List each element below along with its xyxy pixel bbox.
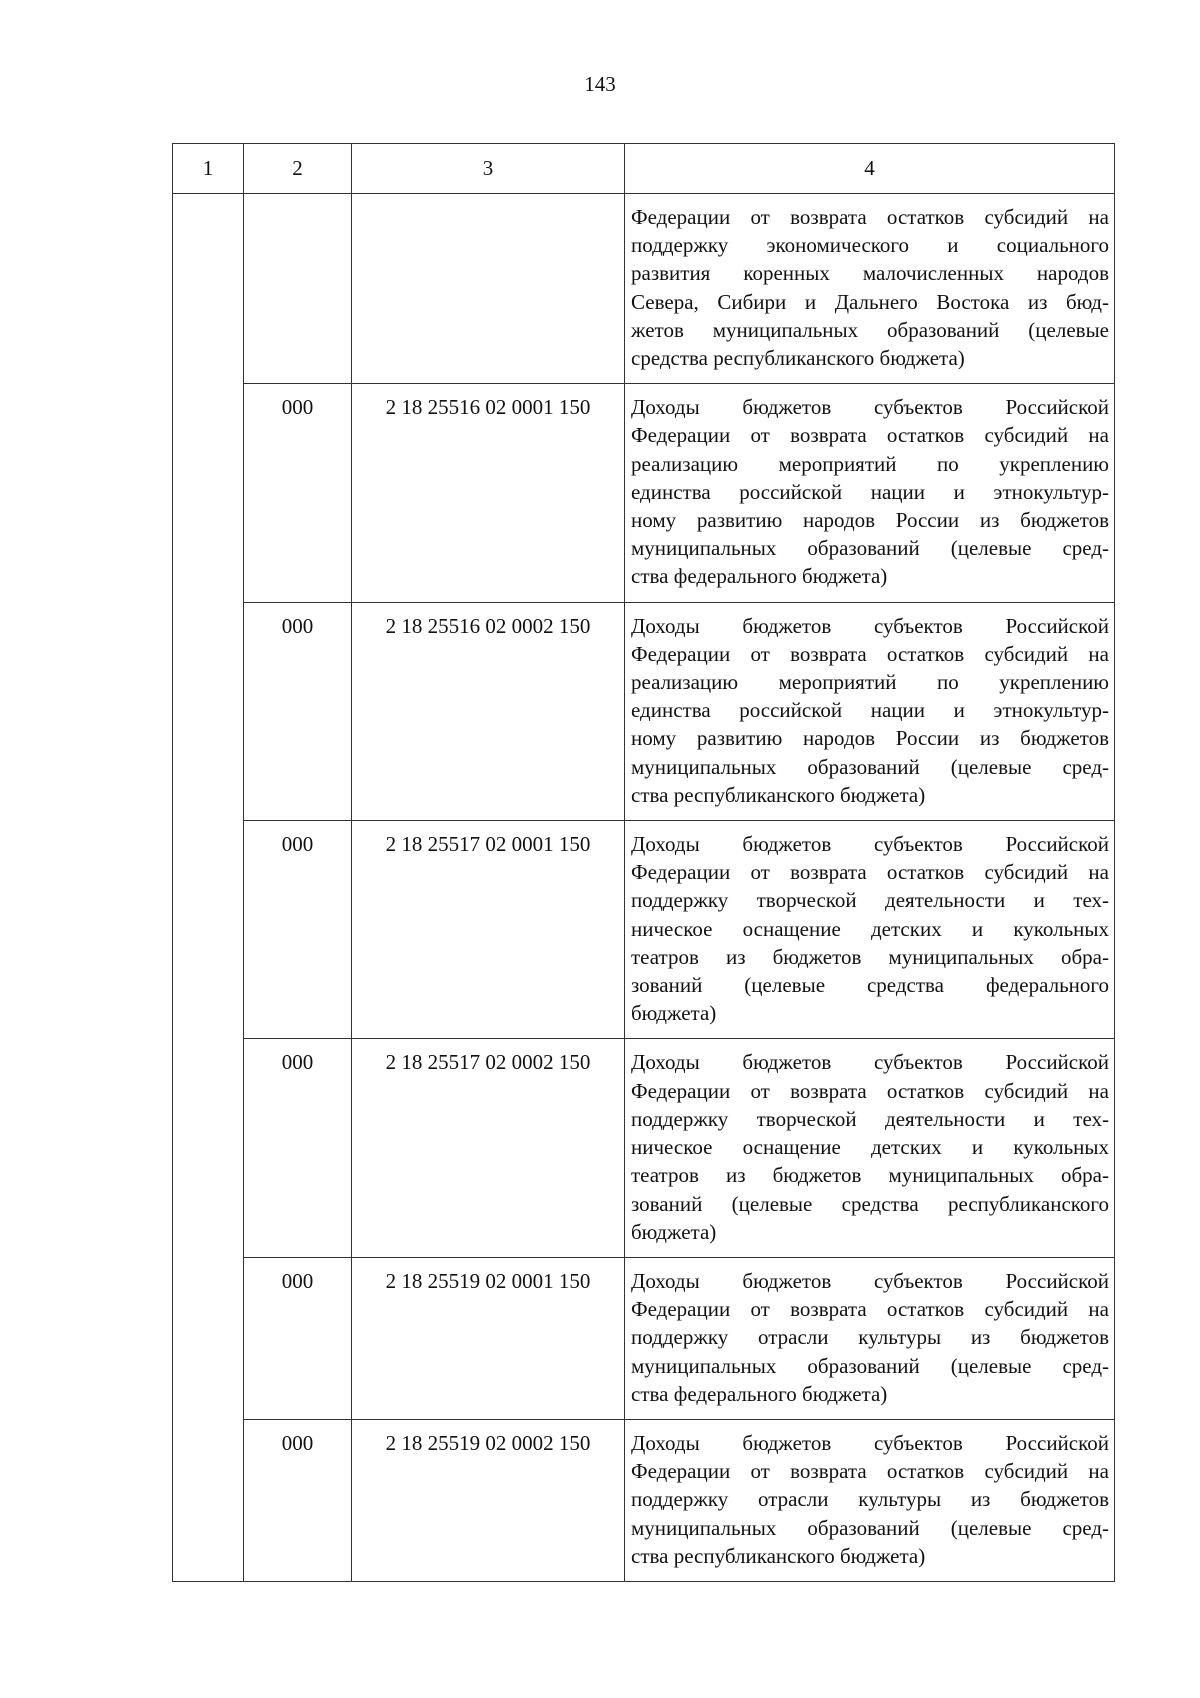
description-line: Федерации от возврата остатков субсидий на: [631, 205, 1109, 229]
description-line: Федерации от возврата остатков субсидий на: [631, 641, 1109, 666]
table-row: [173, 821, 1115, 1039]
cell-income-code: 2 18 25519 02 0002 150: [352, 1419, 625, 1581]
description-line: Федерации от возврата остатков субсидий на: [631, 1078, 1109, 1103]
cell-admin-code: 000: [244, 1419, 352, 1581]
description-line: жетов муниципальных образований (целевые: [631, 317, 1109, 342]
description-line: Федерации от возврата остатков субсидий на: [631, 1297, 1109, 1322]
description-line: зований (целевые средства республиканского: [631, 1191, 1109, 1216]
description-line: Севера, Сибири и Дальнего Востока из бюд-: [631, 289, 1109, 314]
description-line: Доходы бюджетов субъектов Российской: [631, 832, 1109, 857]
cell-description: [625, 1419, 1115, 1581]
description-line: ническое оснащение детских и кукольных: [631, 1135, 1109, 1160]
table-row: [173, 1257, 1115, 1419]
cell-description: [625, 602, 1115, 820]
table-body: [173, 194, 1115, 1582]
description-line: муниципальных образований (целевые сред-: [631, 754, 1109, 779]
cell-admin-code: 000: [244, 602, 352, 820]
table-header: [173, 144, 1115, 194]
cell-admin-code: [244, 194, 352, 384]
cell-col-1: [173, 384, 244, 602]
description-line: театров из бюджетов муниципальных обра-: [631, 1163, 1109, 1188]
budget-code-table: [172, 143, 1115, 1582]
cell-col-1: [173, 602, 244, 820]
description-line: Федерации от возврата остатков субсидий на: [631, 1459, 1109, 1484]
cell-income-code: 2 18 25517 02 0001 150: [352, 821, 625, 1039]
description-line: Федерации от возврата остатков субсидий на: [631, 423, 1109, 448]
cell-description: [625, 1257, 1115, 1419]
table-row: [173, 1419, 1115, 1581]
description-line: поддержку творческой деятельности и тех-: [631, 1106, 1109, 1131]
table-row: [173, 384, 1115, 602]
cell-col-1: [173, 821, 244, 1039]
cell-col-1: [173, 194, 244, 384]
description-line: ническое оснащение детских и кукольных: [631, 916, 1109, 941]
cell-description: [625, 384, 1115, 602]
cell-description: [625, 1039, 1115, 1257]
description-line: Доходы бюджетов субъектов Российской: [631, 1268, 1109, 1293]
cell-income-code: 2 18 25516 02 0001 150: [352, 384, 625, 602]
header-col-4: 4: [625, 144, 1115, 194]
description-line: средства республиканского бюджета): [631, 346, 965, 371]
description-line: поддержку отрасли культуры из бюджетов: [631, 1487, 1109, 1512]
description-line: муниципальных образований (целевые сред-: [631, 1353, 1109, 1378]
cell-description: [625, 821, 1115, 1039]
header-col-2: 2: [244, 144, 352, 194]
cell-admin-code: 000: [244, 384, 352, 602]
cell-income-code: 2 18 25517 02 0002 150: [352, 1039, 625, 1257]
cell-income-code: 2 18 25519 02 0001 150: [352, 1257, 625, 1419]
description-line: единства российской нации и этнокультур-: [631, 479, 1109, 504]
cell-income-code: [352, 194, 625, 384]
description-line: развития коренных малочисленных народов: [631, 261, 1109, 286]
description-line: муниципальных образований (целевые сред-: [631, 536, 1109, 561]
description-line: единства российской нации и этнокультур-: [631, 698, 1109, 723]
description-line: поддержку творческой деятельности и тех-: [631, 888, 1109, 913]
description-line: театров из бюджетов муниципальных обра-: [631, 944, 1109, 969]
table-row: [173, 1039, 1115, 1257]
description-line: Федерации от возврата остатков субсидий на: [631, 860, 1109, 885]
description-line: ному развитию народов России из бюджетов: [631, 508, 1109, 533]
header-col-1: 1: [173, 144, 244, 194]
description-line: поддержку отрасли культуры из бюджетов: [631, 1325, 1109, 1350]
page-number: 143: [584, 72, 616, 96]
description-line: муниципальных образований (целевые сред-: [631, 1515, 1109, 1540]
table-row: [173, 602, 1115, 820]
description-line: ства федерального бюджета): [631, 564, 888, 589]
description-line: ства республиканского бюджета): [631, 1543, 926, 1568]
cell-admin-code: 000: [244, 1039, 352, 1257]
header-row: [173, 144, 1115, 194]
cell-admin-code: 000: [244, 1257, 352, 1419]
cell-admin-code: 000: [244, 821, 352, 1039]
table-row: [173, 194, 1115, 384]
description-line: ному развитию народов России из бюджетов: [631, 726, 1109, 751]
description-line: поддержку экономического и социального: [631, 233, 1109, 258]
description-line: Доходы бюджетов субъектов Российской: [631, 613, 1109, 638]
cell-col-1: [173, 1039, 244, 1257]
description-line: бюджета): [631, 1219, 717, 1244]
description-line: реализацию мероприятий по укреплению: [631, 451, 1109, 476]
description-line: Доходы бюджетов субъектов Российской: [631, 1050, 1109, 1075]
description-line: зований (целевые средства федерального: [631, 973, 1109, 998]
description-line: Доходы бюджетов субъектов Российской: [631, 395, 1109, 420]
description-line: ства республиканского бюджета): [631, 782, 926, 807]
description-line: ства федерального бюджета): [631, 1381, 888, 1406]
header-col-3: 3: [352, 144, 625, 194]
description-line: Доходы бюджетов субъектов Российской: [631, 1430, 1109, 1455]
cell-description: [625, 194, 1115, 384]
cell-income-code: 2 18 25516 02 0002 150: [352, 602, 625, 820]
description-line: бюджета): [631, 1001, 717, 1026]
cell-col-1: [173, 1257, 244, 1419]
cell-col-1: [173, 1419, 244, 1581]
description-line: реализацию мероприятий по укреплению: [631, 670, 1109, 695]
